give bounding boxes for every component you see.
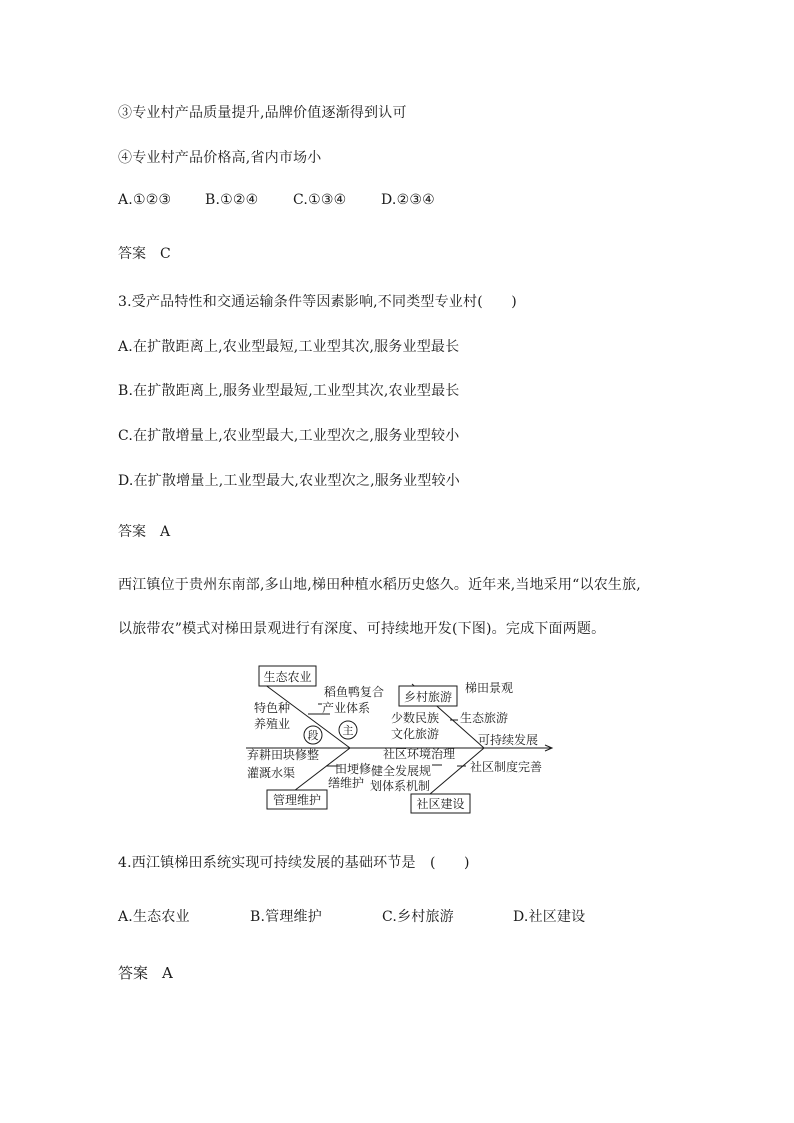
diagram-main-badge-label: 主 <box>342 724 354 737</box>
diagram-ridge-line1: 田埂修 <box>335 762 372 776</box>
q4-choice-b: B.管理维护 <box>250 909 322 925</box>
diagram-aux-badge-label: 段 <box>307 729 319 742</box>
diagram-ethnic-line2: 文化旅游 <box>391 727 440 741</box>
q2-option-3: ③专业村产品质量提升,品牌价值逐渐得到认可 <box>118 105 407 121</box>
diagram-landscape: 梯田景观 <box>465 681 514 695</box>
q2-choice-c: C.①③④ <box>293 192 347 208</box>
q2-answer-label: 答案 <box>118 246 146 262</box>
diagram-ethnic-line1: 少数民族 <box>391 711 440 725</box>
q2-answer-value: C <box>160 246 171 262</box>
q2-choice-a: A.①②③ <box>118 192 172 208</box>
q2-choices <box>118 192 435 208</box>
q4-answer-label: 答案 <box>118 964 149 982</box>
q4-choice-c: C.乡村旅游 <box>382 909 454 925</box>
diagram-ricefish-line2: 产业体系 <box>322 701 371 715</box>
q3-answer-label: 答案 <box>118 524 146 540</box>
diagram-env: 社区环境治理 <box>383 747 456 761</box>
diagram-box-mgmt-label: 管理维护 <box>272 793 322 807</box>
diagram-ricefish-line1: 稻鱼鸭复合 <box>324 685 385 699</box>
diagram-goal: 可持续发展 <box>478 733 539 747</box>
q3-option-c: C.在扩散增量上,农业型最大,工业型次之,服务业型较小 <box>118 428 460 444</box>
diagram-plan-line1: 健全发展规 <box>371 764 432 778</box>
diagram-ridge-line2: 缮维护 <box>328 776 365 790</box>
diagram-plan-line2: 划体系机制 <box>370 779 431 793</box>
q4-choices <box>118 906 585 926</box>
diagram-box-tour-label: 乡村旅游 <box>403 690 453 704</box>
fishbone-diagram <box>244 662 564 816</box>
q3-stem: 3.受产品特性和交通运输条件等因素影响,不同类型专业村( ) <box>118 294 517 310</box>
q2-choice-b: B.①②④ <box>205 192 259 208</box>
passage-line-1: 西江镇位于贵州东南部,多山地,梯田种植水稻历史悠久。近年来,当地采用“以农生旅, <box>118 577 641 593</box>
diagram-abandoned: 弃耕田块修整 <box>247 748 320 762</box>
diagram-eco-tour: 生态旅游 <box>460 711 509 725</box>
q3-answer <box>118 521 170 541</box>
q4-answer <box>118 962 173 983</box>
q3-option-b: B.在扩散距离上,服务业型最短,工业型其次,农业型最长 <box>118 383 460 399</box>
q2-option-4: ④专业村产品价格高,省内市场小 <box>118 150 322 166</box>
q3-option-d: D.在扩散增量上,工业型最大,农业型次之,服务业型较小 <box>118 473 460 489</box>
passage-line-2: 以旅带农”模式对梯田景观进行有深度、可持续地开发(下图)。完成下面两题。 <box>118 621 606 637</box>
diagram-system: 社区制度完善 <box>470 760 543 774</box>
q4-answer-value: A <box>162 964 173 982</box>
q3-option-a: A.在扩散距离上,农业型最短,工业型其次,服务业型最长 <box>118 339 460 355</box>
diagram-special-line2: 养殖业 <box>254 717 291 731</box>
q4-choice-a: A.生态农业 <box>118 909 190 925</box>
diagram-special-line1: 特色种 <box>254 701 291 715</box>
q4-stem: 4.西江镇梯田系统实现可持续发展的基础环节是 ( ) <box>118 855 470 871</box>
q4-choice-d: D.社区建设 <box>513 909 586 925</box>
diagram-irrigation: 灌溉水渠 <box>247 766 296 780</box>
diagram-box-comm-label: 社区建设 <box>416 797 465 811</box>
q2-choice-d: D.②③④ <box>381 192 435 208</box>
diagram-box-eco-label: 生态农业 <box>263 670 312 684</box>
q3-answer-value: A <box>160 524 171 540</box>
q2-answer <box>118 243 171 263</box>
